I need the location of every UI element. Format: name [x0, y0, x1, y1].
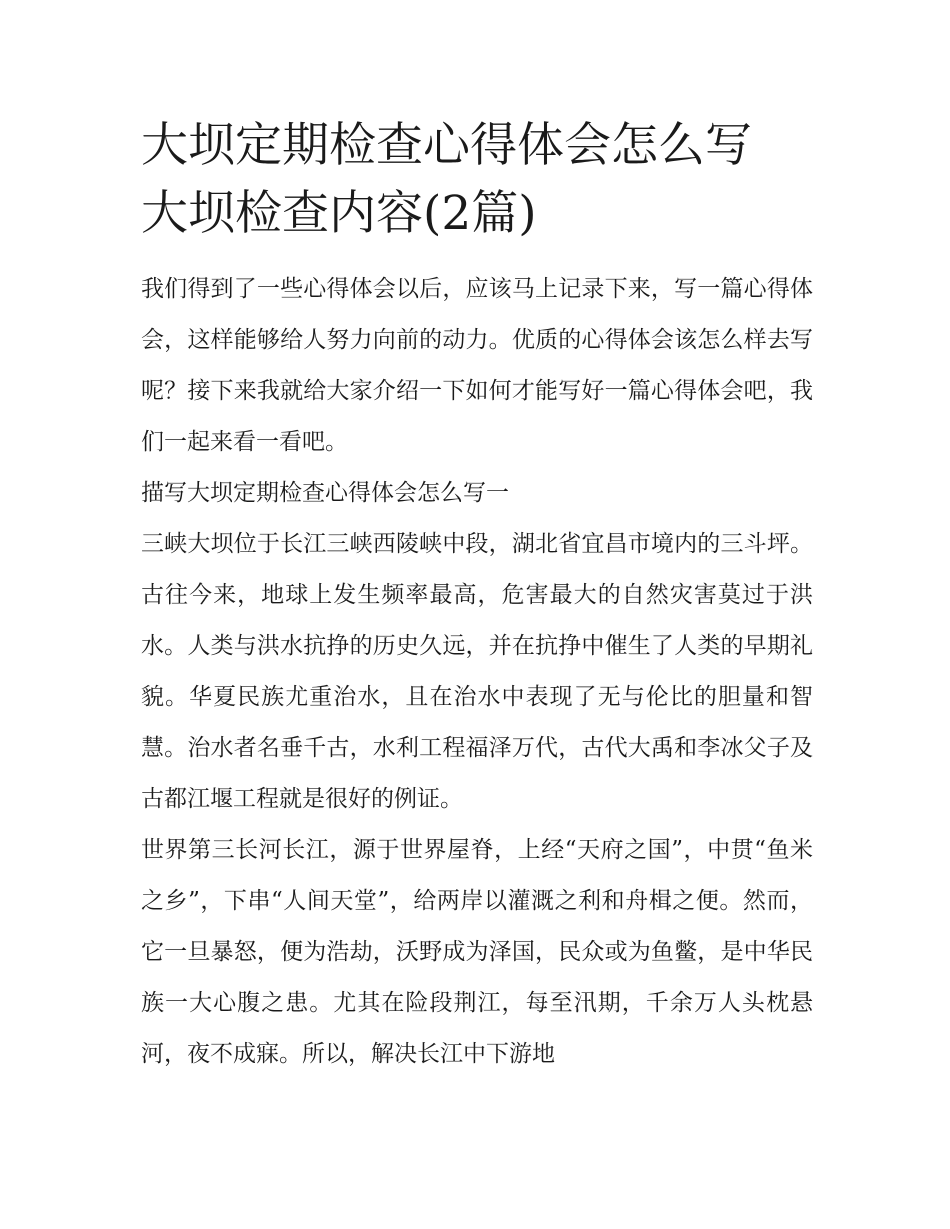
title-line-2: 大坝检查内容(2篇)	[141, 186, 537, 241]
section-heading: 描写大坝定期检查心得体会怎么写一	[141, 480, 509, 506]
document-body	[141, 264, 813, 1080]
title-line-1: 大坝定期检查心得体会怎么写	[141, 118, 752, 173]
body-paragraph: 三峡大坝位于长江三峡西陵峡中段，湖北省宜昌市境内的三斗坪。古往今来，地球上发生频率最高，危害最大的自然灾害莫过于洪水。人类与洪水抗挣的历史久远，并在抗挣中催生了人类的早期礼貌。华夏民族尤重治水，且在治水中表现了无与伦比的胆量和智慧。治水者名垂千古，水利工程福泽万代，古代大禹和李冰父子及古都江堰工程就是很好的例证。	[141, 531, 813, 812]
intro-paragraph: 我们得到了一些心得体会以后，应该马上记录下来，写一篇心得体会，这样能够给人努力向前的动力。优质的心得体会该怎么样去写呢？接下来我就给大家介绍一下如何才能写好一篇心得体会吧，我们一起来看一看吧。	[141, 276, 813, 455]
document-title	[141, 112, 813, 248]
document-page	[141, 112, 813, 1080]
body-paragraph: 世界第三长河长江，源于世界屋脊，上经“天府之国”，中贯“鱼米之乡”，下串“人间天堂”，给两岸以灌溉之利和舟楫之便。然而，它一旦暴怒，便为浩劫，沃野成为泽国，民众或为鱼鳖，是中华民族一大心腹之患。尤其在险段荆江，每至汛期，千余万人头枕悬河，夜不成寐。所以，解决长江中下游地	[141, 837, 813, 1067]
